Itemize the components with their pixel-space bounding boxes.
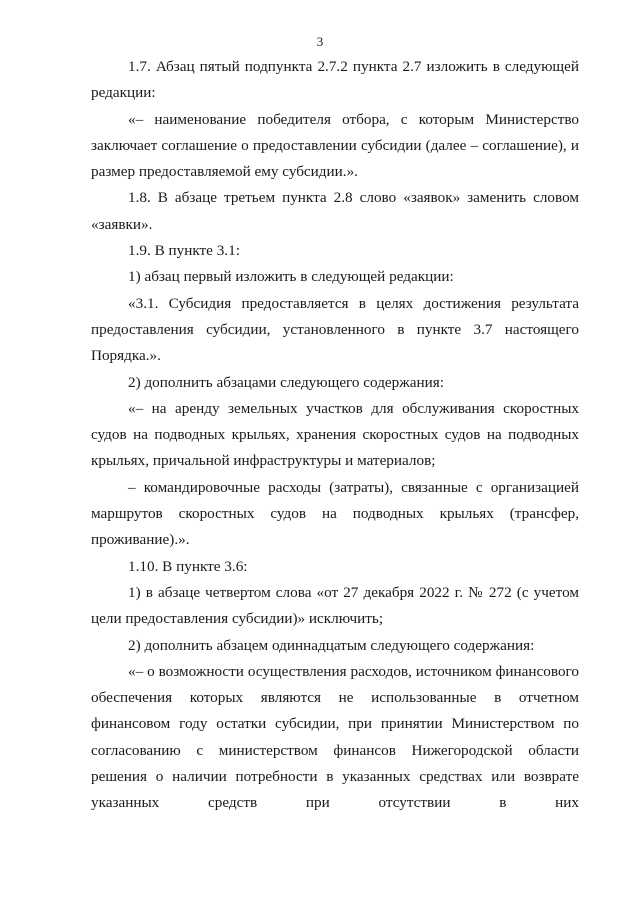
paragraph: 1) абзац первый изложить в следующей редакции: bbox=[128, 268, 454, 286]
paragraph: «– о возможности осуществления расходов, источником финансового обеспечения которых являются не использованные в отчетном финансовом году остатки субсидии, при принятии Министерством по согласованию с министерством финансов Нижегородской области решения о наличии потребности в указанных средствах или возврате указанных средств при отсутствии в них bbox=[91, 662, 579, 812]
document-body bbox=[91, 54, 579, 817]
paragraph: 1.10. В пункте 3.6: bbox=[128, 557, 248, 575]
page-number: 3 bbox=[316, 34, 324, 49]
paragraph: – командировочные расходы (затраты), связанные с организацией маршрутов скоростных судов на подводных крыльях (трансфер, проживание).». bbox=[91, 478, 579, 549]
paragraph: 1.8. В абзаце третьем пункта 2.8 слово «заявок» заменить словом «заявки». bbox=[91, 189, 579, 233]
paragraph: 2) дополнить абзацем одиннадцатым следующего содержания: bbox=[128, 636, 535, 654]
paragraph: 1.9. В пункте 3.1: bbox=[128, 242, 240, 260]
paragraph: «– на аренду земельных участков для обслуживания скоростных судов на подводных крыльях, хранения скоростных судов на подводных крыльях, причальной инфраструктуры и материалов; bbox=[91, 399, 579, 470]
paragraph: «– наименование победителя отбора, с которым Министерство заключает соглашение о предоставлении субсидии (далее – соглашение), и размер предоставляемой ему субсидии.». bbox=[91, 110, 579, 181]
paragraph: 1.7. Абзац пятый подпункта 2.7.2 пункта 2.7 изложить в следующей редакции: bbox=[91, 58, 579, 102]
paragraph: 2) дополнить абзацами следующего содержания: bbox=[128, 373, 444, 391]
paragraph: 1) в абзаце четвертом слова «от 27 декабря 2022 г. № 272 (с учетом цели предоставления субсидии)» исключить; bbox=[91, 583, 579, 628]
paragraph: «3.1. Субсидия предоставляется в целях достижения результата предоставления субсидии, установленного в пункте 3.7 настоящего Порядка.». bbox=[91, 294, 579, 365]
